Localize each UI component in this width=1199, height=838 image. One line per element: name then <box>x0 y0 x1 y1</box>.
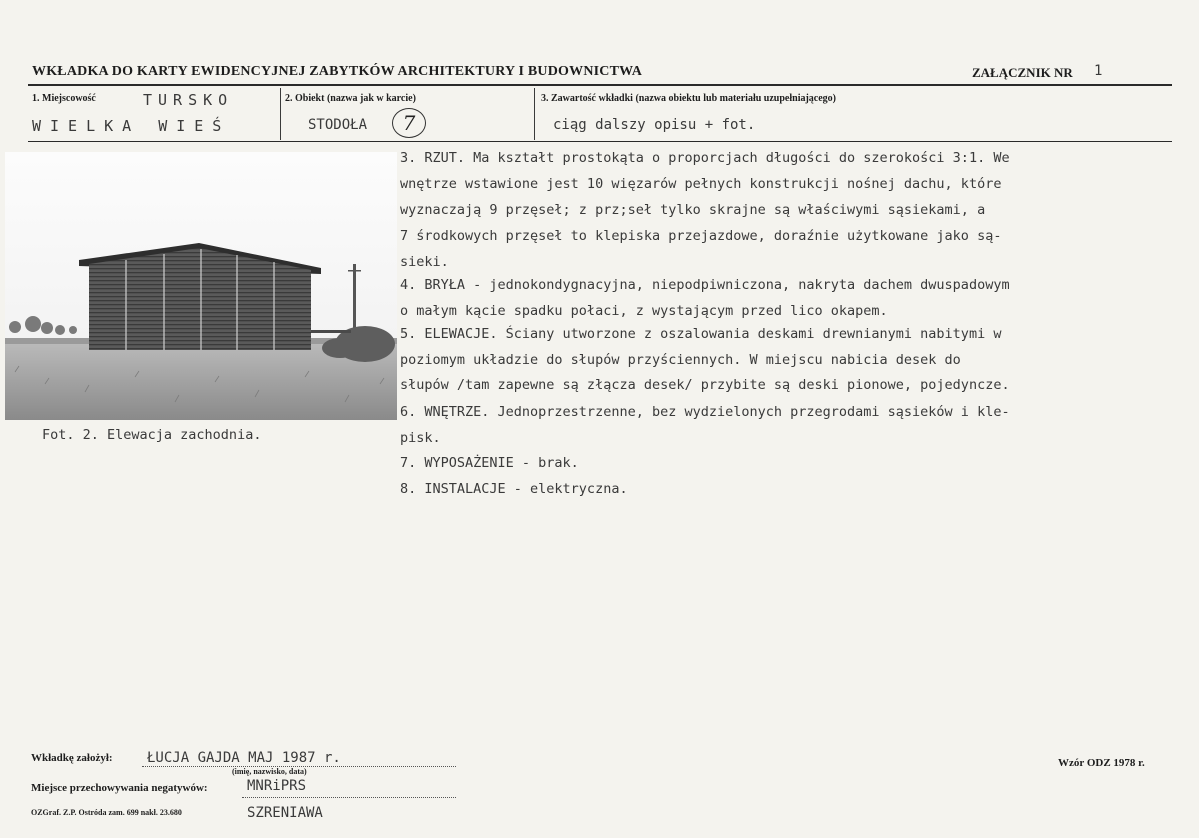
annex-label: ZAŁĄCZNIK NR <box>972 65 1073 80</box>
object-value: STODOŁA <box>308 117 368 133</box>
description-line: 3. RZUT. Ma kształt prostokąta o proporcjach długości do szerokości 3:1. We <box>400 150 1010 166</box>
author-sublabel: (imię, nazwisko, data) <box>232 767 307 776</box>
description-line: wyznaczają 9 przęseł; z prz;seł tylko skrajne są właściwymi sąsiekami, a <box>400 202 986 218</box>
photo-caption: Fot. 2. Elewacja zachodnia. <box>42 427 262 443</box>
field-divider <box>280 88 281 140</box>
description-line: 8. INSTALACJE - elektryczna. <box>400 481 628 497</box>
description-line: 7. WYPOSAŻENIE - brak. <box>400 455 579 471</box>
description-line: wnętrze wstawione jest 10 więzarów pełnych konstrukcji nośnej dachu, które <box>400 176 1002 192</box>
description-line: sieki. <box>400 254 449 270</box>
header-rule <box>28 84 1172 86</box>
description-line: 6. WNĘTRZE. Jednoprzestrzenne, bez wydzielonych przegrodami sąsieków i kle- <box>400 404 1010 420</box>
card-title: WKŁADKA DO KARTY EWIDENCYJNEJ ZABYTKÓW ARCHITEKTURY I BUDOWNICTWA <box>32 64 643 79</box>
content-value: ciąg dalszy opisu + fot. <box>553 117 756 133</box>
location-value-line2: WIELKA WIEŚ <box>32 117 231 135</box>
field-divider <box>534 88 535 140</box>
object-label: 2. Obiekt (nazwa jak w karcie) <box>285 93 416 104</box>
storage-value-line2: SZRENIAWA <box>247 805 323 821</box>
annex-number: 1 <box>1094 63 1103 79</box>
content-label: 3. Zawartość wkładki (nazwa obiektu lub materiału uzupełniającego) <box>541 93 837 104</box>
description-line: pisk. <box>400 430 441 446</box>
location-value-line1: TURSKO <box>143 91 234 109</box>
description-line: słupów /tam zapewne są złącza desek/ przybite są deski pionowe, pojedyncze. <box>400 377 1010 393</box>
description-line: 7 środkowych przęseł to klepiska przejazdowe, doraźnie użytkowane jako są- <box>400 228 1002 244</box>
storage-label: Miejsce przechowywania negatywów: <box>31 782 208 794</box>
location-label: 1. Miejscowość <box>32 93 96 104</box>
barn-photo <box>5 152 397 420</box>
storage-dotted-line <box>242 797 456 798</box>
description-line: 4. BRYŁA - jednokondygnacyjna, niepodpiwniczona, nakryta dachem dwuspadowym <box>400 277 1010 293</box>
storage-value-line1: MNRiPRS <box>247 778 307 794</box>
author-label: Wkładkę założył: <box>31 752 113 764</box>
description-line: o małym kącie spadku połaci, z wystającym przed lico okapem. <box>400 303 888 319</box>
object-number: 7 <box>392 108 426 138</box>
description-line: 5. ELEWACJE. Ściany utworzone z oszalowania deskami drewnianymi nabitymi w <box>400 326 1002 342</box>
print-info: OZGraf. Z.P. Ostróda zam. 699 nakł. 23.680 <box>31 808 182 817</box>
fields-rule <box>28 141 1172 142</box>
description-line: poziomym układzie do słupów przyściennych. W miejscu nabicia desek do <box>400 352 961 368</box>
form-id: Wzór ODZ 1978 r. <box>1058 757 1145 769</box>
author-value: ŁUCJA GAJDA MAJ 1987 r. <box>147 750 341 766</box>
